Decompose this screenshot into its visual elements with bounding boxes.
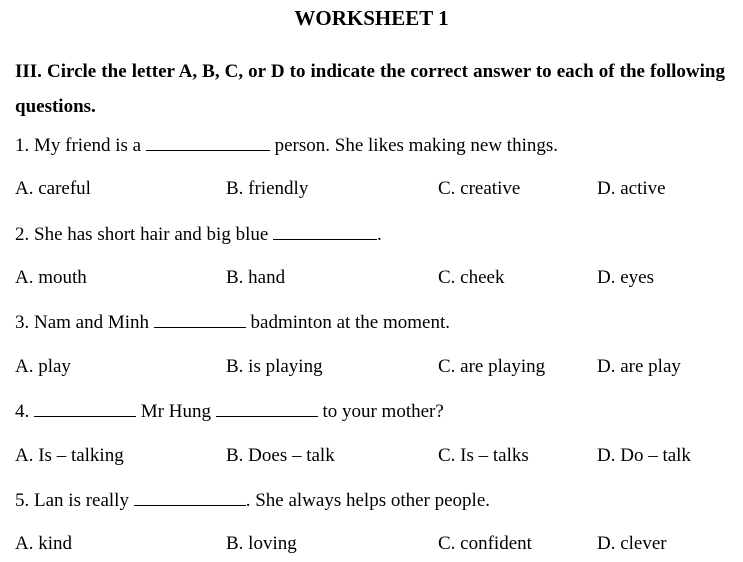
option-c[interactable]: C. cheek	[438, 267, 505, 288]
answer-blank	[34, 399, 136, 417]
option-a[interactable]: A. kind	[15, 533, 72, 554]
question-2	[15, 222, 382, 247]
question-1-options	[0, 177, 743, 201]
question-4-options	[0, 444, 743, 468]
answer-blank	[273, 222, 377, 240]
option-c[interactable]: C. creative	[438, 178, 521, 199]
option-d[interactable]: D. eyes	[597, 267, 654, 288]
instruction-text: III. Circle the letter A, B, C, or D to indicate the correct answer to each of the following questions.	[15, 61, 725, 117]
option-d[interactable]: D. are play	[597, 356, 681, 377]
question-1	[15, 133, 558, 158]
answer-blank	[216, 399, 318, 417]
worksheet-title: WORKSHEET 1	[294, 6, 449, 30]
question-2-options	[0, 266, 743, 290]
option-b[interactable]: B. loving	[226, 533, 297, 554]
option-c[interactable]: C. are playing	[438, 356, 546, 377]
option-d[interactable]: D. active	[597, 178, 666, 199]
option-a[interactable]: A. careful	[15, 178, 91, 199]
option-b[interactable]: B. Does – talk	[226, 445, 335, 466]
option-a[interactable]: A. Is – talking	[15, 445, 124, 466]
answer-blank	[134, 488, 246, 506]
question-4	[15, 399, 444, 424]
question-3-text-before: 3. Nam and Minh	[15, 312, 154, 333]
question-2-text-after: .	[377, 224, 382, 245]
answer-blank	[154, 310, 246, 328]
answer-blank	[146, 133, 270, 151]
option-c[interactable]: C. Is – talks	[438, 445, 529, 466]
question-3-text-after: badminton at the moment.	[245, 312, 451, 333]
question-5-options	[0, 532, 743, 556]
question-2-text-before: 2. She has short hair and big blue	[15, 224, 274, 245]
question-1-text-before: 1. My friend is a	[15, 135, 146, 156]
option-b[interactable]: B. is playing	[226, 356, 323, 377]
option-d[interactable]: D. clever	[597, 533, 667, 554]
option-a[interactable]: A. mouth	[15, 267, 87, 288]
option-d[interactable]: D. Do – talk	[597, 445, 691, 466]
question-5	[15, 488, 490, 513]
option-b[interactable]: B. hand	[226, 267, 286, 288]
option-a[interactable]: A. play	[15, 356, 71, 377]
question-5-text-before: 5. Lan is really	[15, 490, 134, 511]
question-3	[15, 310, 450, 335]
question-5-text-after: . She always helps other people.	[245, 490, 491, 511]
option-c[interactable]: C. confident	[438, 533, 532, 554]
question-4-text-middle: Mr Hung	[136, 401, 216, 422]
question-4-text-after: to your mother?	[317, 401, 444, 422]
option-b[interactable]: B. friendly	[226, 178, 309, 199]
question-3-options	[0, 355, 743, 379]
question-1-text-after: person. She likes making new things.	[269, 135, 559, 156]
question-4-text-before: 4.	[15, 401, 34, 422]
